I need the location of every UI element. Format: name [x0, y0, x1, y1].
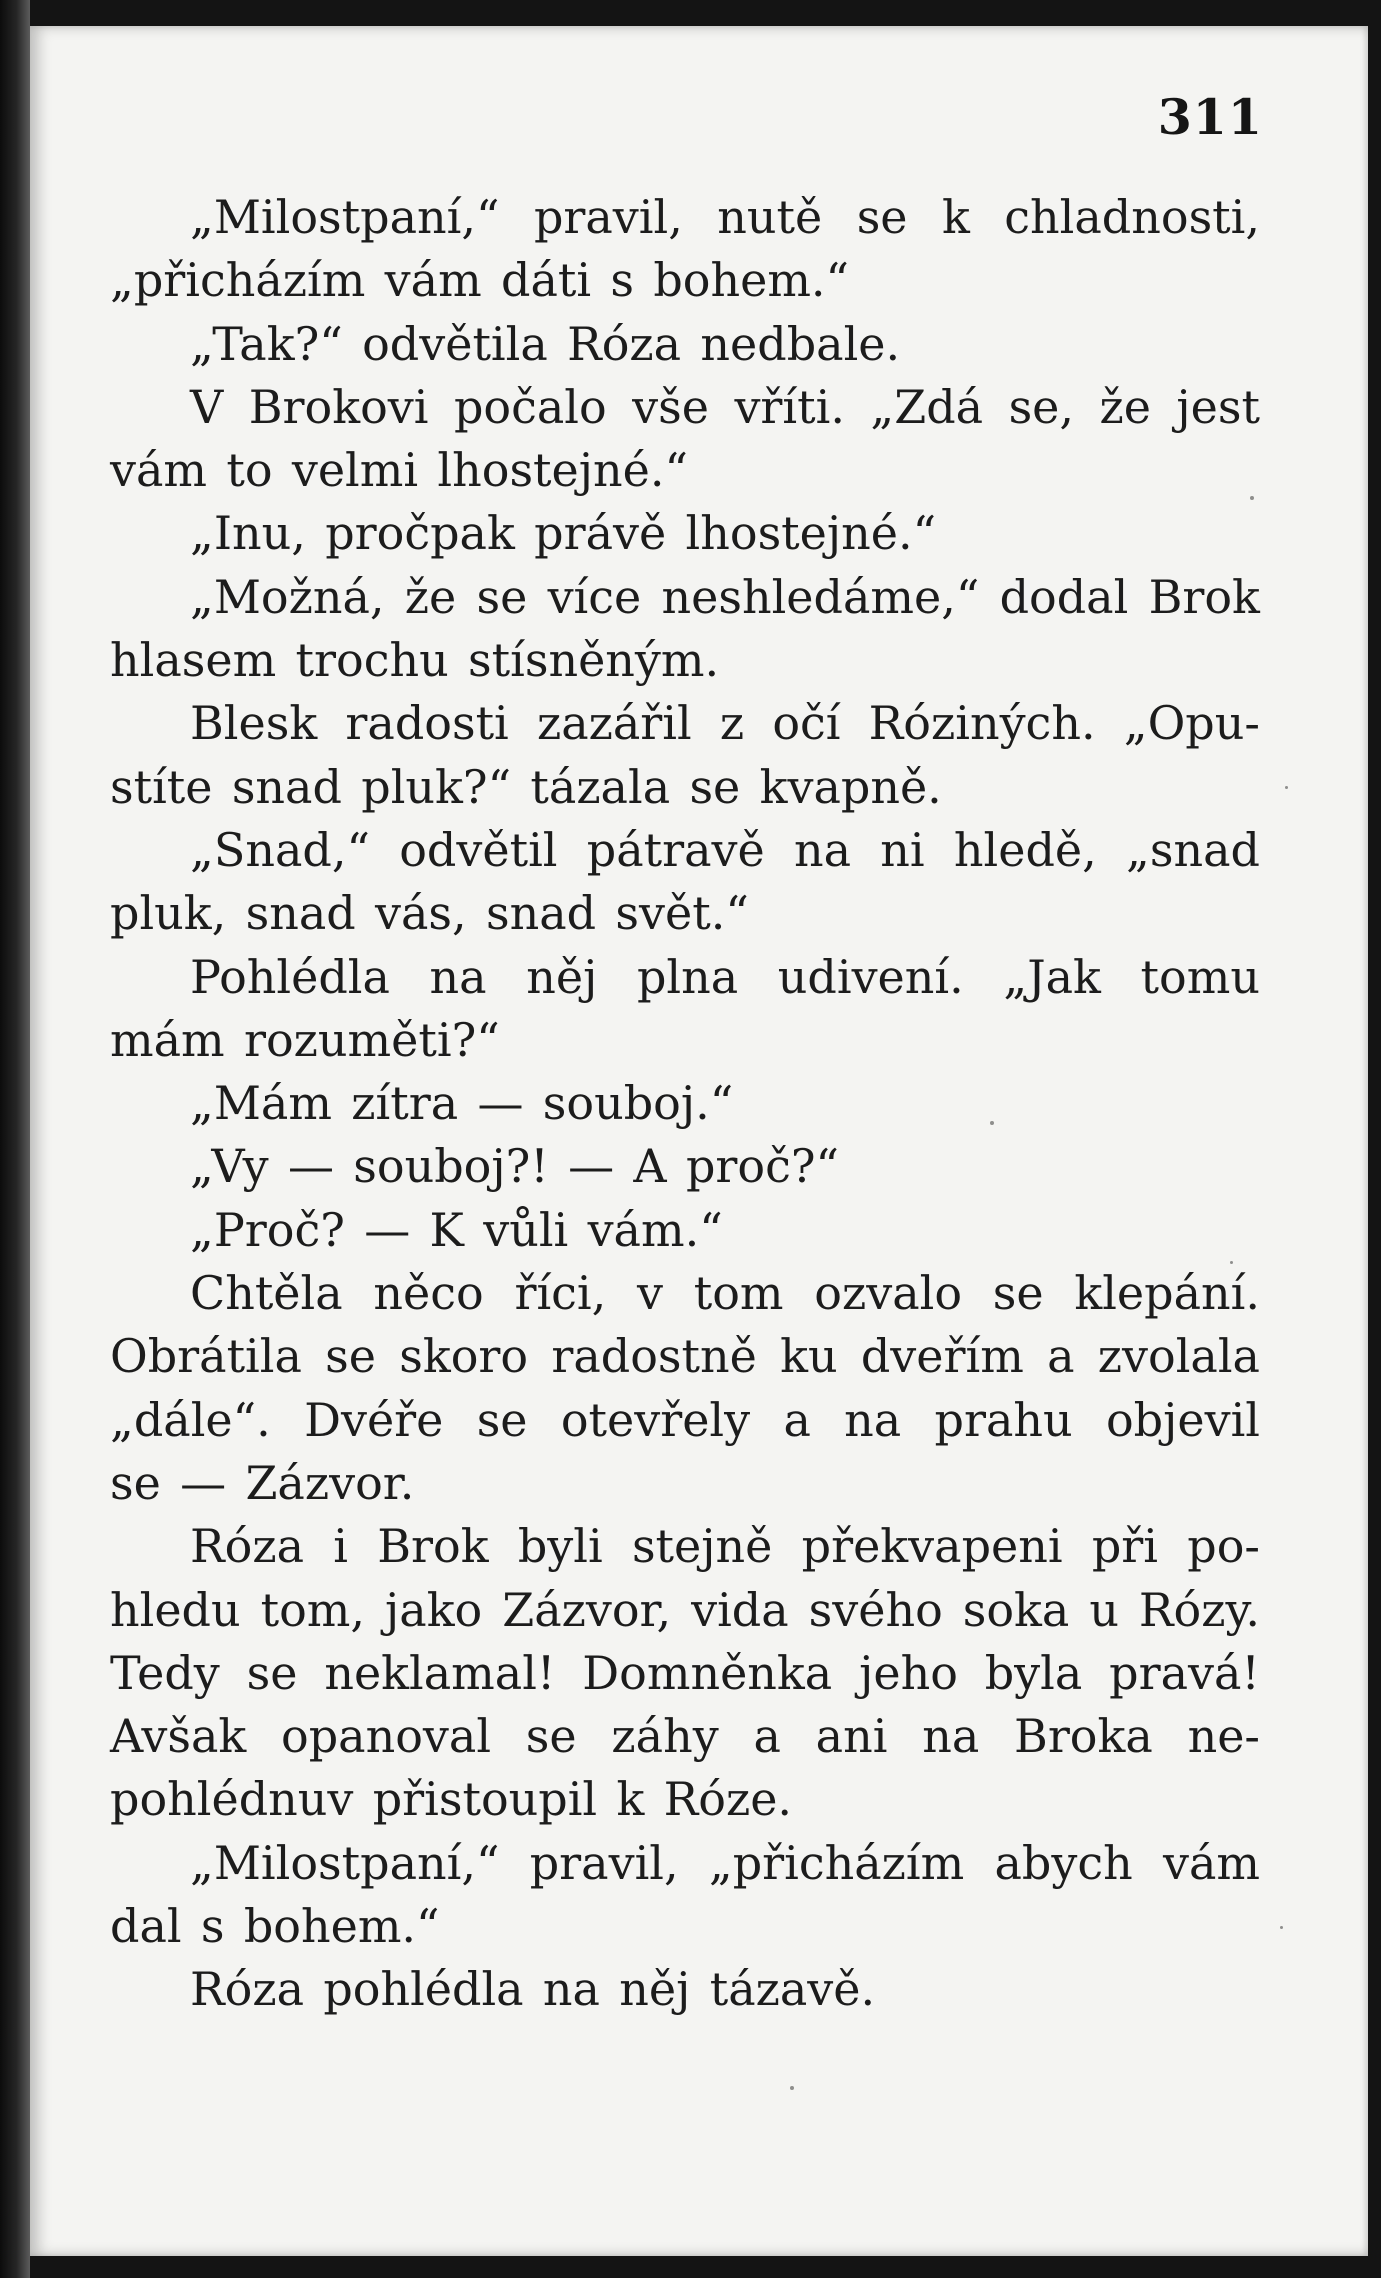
text-word: říci,: [514, 1266, 607, 1321]
text-word: pravá!: [1109, 1645, 1260, 1700]
text-word: ne-: [1187, 1709, 1260, 1764]
text-word: k: [616, 1772, 645, 1827]
scan-speck: [1280, 1926, 1283, 1929]
text-word: Zázvor.: [245, 1455, 415, 1510]
text-word: ni: [880, 822, 925, 877]
text-word: očí: [772, 696, 841, 751]
text-line: [110, 1642, 1260, 1705]
text-word: neklamal!: [324, 1645, 556, 1700]
text-word: hlasem: [110, 633, 277, 688]
text-word: i: [333, 1519, 348, 1574]
text-word: Chtěla: [190, 1266, 343, 1321]
text-line: [110, 1262, 1260, 1325]
text-word: něj: [526, 949, 598, 1004]
text-word: záhy: [611, 1709, 719, 1764]
text-word: radostně: [551, 1329, 757, 1384]
text-word: „dále“.: [110, 1392, 271, 1447]
text-word: abych: [994, 1835, 1133, 1890]
text-word: „Snad,“: [190, 822, 370, 877]
text-word: radosti: [345, 696, 509, 751]
text-word: proč?“: [685, 1139, 840, 1194]
text-word: se: [476, 569, 528, 624]
text-line: [110, 1072, 1260, 1135]
text-word: při: [1091, 1519, 1158, 1574]
text-word: něco: [373, 1266, 484, 1321]
text-word: „Mám: [190, 1076, 332, 1131]
text-line: [110, 1832, 1260, 1895]
text-word: ku: [780, 1329, 838, 1384]
text-word: Domněnka: [582, 1645, 833, 1700]
text-word: pohlédnuv: [110, 1772, 354, 1827]
text-word: snad: [485, 886, 597, 941]
text-word: K: [429, 1202, 464, 1257]
text-line: [110, 1895, 1260, 1958]
text-word: se: [325, 1329, 376, 1384]
text-line: [110, 882, 1260, 945]
text-word: zazářil: [536, 696, 692, 751]
text-word: jest: [1176, 379, 1260, 434]
text-word: Broka: [1014, 1709, 1153, 1764]
scan-speck: [1250, 496, 1254, 500]
text-word: chladnosti,: [1004, 190, 1260, 244]
text-word: „přicházím: [110, 253, 366, 308]
text-word: rozuměti?“: [243, 1012, 500, 1067]
text-word: pročpak: [325, 506, 515, 561]
text-line: [110, 1579, 1260, 1642]
text-line: [110, 1958, 1260, 2021]
text-line: [110, 313, 1260, 376]
text-word: a: [783, 1392, 811, 1447]
text-word: a: [1047, 1329, 1075, 1384]
text-word: soka: [962, 1582, 1070, 1637]
text-word: dveřím: [860, 1329, 1024, 1384]
text-word: „přicházím: [708, 1835, 965, 1890]
text-word: ani: [815, 1709, 888, 1764]
text-word: „Inu,: [190, 506, 306, 561]
text-word: Róze.: [663, 1772, 793, 1827]
text-word: počalo: [453, 379, 607, 434]
text-line: [110, 946, 1260, 1009]
text-word: Brok: [1148, 569, 1260, 624]
text-word: zvolala: [1097, 1329, 1260, 1384]
text-word: Róziných.: [868, 696, 1096, 751]
book-spine-shadow: [0, 0, 30, 2278]
text-word: nedbale.: [700, 316, 901, 371]
text-word: „Jak: [1003, 949, 1101, 1004]
text-word: na: [844, 1392, 902, 1447]
text-word: se: [856, 190, 908, 244]
text-line: [110, 1325, 1260, 1388]
text-word: Rózy.: [1138, 1582, 1260, 1637]
text-word: snad: [245, 886, 356, 941]
text-word: právě: [534, 506, 667, 561]
text-word: pluk,: [110, 886, 227, 941]
text-line: [110, 1768, 1260, 1831]
text-word: jako: [385, 1582, 483, 1637]
text-word: překvapeni: [801, 1519, 1063, 1574]
scan-speck: [1230, 1261, 1233, 1264]
text-word: vida: [691, 1582, 789, 1637]
text-word: dal: [110, 1899, 182, 1954]
text-word: vše: [632, 379, 709, 434]
text-word: svět.“: [615, 886, 749, 941]
text-word: to: [226, 443, 273, 498]
text-word: u: [1089, 1582, 1119, 1637]
text-line: [110, 756, 1260, 819]
text-word: se: [110, 1455, 161, 1510]
text-word: byli: [517, 1519, 603, 1574]
text-line: [110, 1199, 1260, 1262]
text-word: z: [719, 696, 745, 751]
text-word: hledu: [110, 1582, 241, 1637]
text-line: [110, 502, 1260, 565]
text-word: lhostejné.“: [685, 506, 937, 561]
text-word: stísněným.: [468, 633, 720, 688]
text-word: zítra: [351, 1076, 459, 1131]
text-line: [110, 819, 1260, 882]
text-word: Tedy: [110, 1645, 220, 1700]
text-word: stíte: [110, 759, 213, 814]
text-line: [110, 439, 1260, 502]
text-word: přistoupil: [372, 1772, 598, 1827]
book-page: [30, 26, 1368, 2256]
text-word: Blesk: [190, 696, 318, 751]
text-word: se: [689, 759, 741, 814]
text-word: opanoval: [281, 1709, 492, 1764]
text-word: s: [200, 1899, 225, 1954]
text-word: pluk?“: [361, 759, 512, 814]
text-word: vříti.: [734, 379, 845, 434]
text-line: [110, 186, 1260, 249]
text-line: [110, 1389, 1260, 1452]
text-word: odvětila: [362, 316, 548, 371]
text-word: k: [941, 190, 970, 244]
text-word: nutě: [717, 190, 823, 244]
text-word: pohlédla: [323, 1962, 524, 2017]
text-word: vám: [384, 253, 482, 308]
text-word: plna: [636, 949, 739, 1004]
text-word: „Možná,: [190, 569, 385, 624]
text-word: Zázvor,: [502, 1582, 672, 1637]
text-word: vám: [110, 443, 208, 498]
text-word: v: [637, 1266, 663, 1321]
text-line: [110, 1705, 1260, 1768]
text-word: dáti: [501, 253, 592, 308]
text-word: jeho: [859, 1645, 958, 1700]
text-word: „Vy: [190, 1139, 269, 1194]
text-word: kvapně.: [759, 759, 942, 814]
text-word: na: [429, 949, 487, 1004]
text-word: mám: [110, 1012, 225, 1067]
text-word: Avšak: [110, 1709, 247, 1764]
text-word: a: [753, 1709, 781, 1764]
text-word: vůli: [483, 1202, 569, 1257]
text-word: „Milostpaní,“: [190, 1835, 500, 1890]
text-word: tom: [693, 1266, 784, 1321]
text-line: [110, 692, 1260, 755]
text-word: se: [992, 1266, 1044, 1321]
text-word: se: [525, 1709, 577, 1764]
text-word: více: [547, 569, 642, 624]
text-word: tomu: [1140, 949, 1260, 1004]
text-word: lhostejné.“: [437, 443, 689, 498]
text-word: na: [542, 1962, 600, 2017]
text-word: tázavě.: [709, 1962, 876, 2017]
text-word: byla: [984, 1645, 1083, 1700]
text-word: s: [610, 253, 635, 308]
text-word: pravil,: [533, 190, 683, 244]
text-line: [110, 1452, 1260, 1515]
text-word: Róza: [190, 1519, 304, 1574]
text-word: se,: [1008, 379, 1075, 434]
text-body: [110, 186, 1260, 2022]
text-word: velmi: [291, 443, 419, 498]
text-word: —: [180, 1455, 227, 1510]
text-word: „Milostpaní,“: [190, 190, 500, 244]
text-word: souboj.“: [542, 1076, 734, 1131]
text-word: „Opu-: [1123, 696, 1260, 751]
text-word: že: [1099, 379, 1151, 434]
text-word: Pohlédla: [190, 949, 390, 1004]
text-word: pátravě: [586, 822, 765, 877]
text-word: objevil: [1105, 1392, 1260, 1447]
text-word: bohem.“: [243, 1899, 440, 1954]
text-word: —: [287, 1139, 334, 1194]
text-word: A: [633, 1139, 667, 1194]
text-word: Obrátila: [110, 1329, 302, 1384]
text-word: na: [793, 822, 852, 877]
text-word: Dvéře: [304, 1392, 444, 1447]
text-word: vám.“: [587, 1202, 723, 1257]
text-line: [110, 1515, 1260, 1578]
text-word: Brok: [377, 1519, 489, 1574]
text-word: „Proč?: [190, 1202, 345, 1257]
text-word: se: [246, 1645, 298, 1700]
text-word: bohem.“: [653, 253, 850, 308]
text-word: neshledáme,“: [661, 569, 980, 624]
text-word: trochu: [295, 633, 449, 688]
text-word: —: [477, 1076, 524, 1131]
text-word: Brokovi: [248, 379, 429, 434]
text-word: na: [922, 1709, 980, 1764]
text-word: —: [568, 1139, 615, 1194]
text-word: stejně: [631, 1519, 773, 1574]
text-word: skoro: [399, 1329, 529, 1384]
text-line: [110, 376, 1260, 439]
text-word: udivení.: [777, 949, 964, 1004]
text-line: [110, 249, 1260, 312]
text-word: „Zdá: [870, 379, 984, 434]
text-word: tom,: [260, 1582, 366, 1637]
text-word: něj: [619, 1962, 691, 2017]
text-word: —: [364, 1202, 411, 1257]
text-word: otevřely: [560, 1392, 751, 1447]
scan-speck: [990, 1121, 994, 1125]
text-line: [110, 629, 1260, 692]
text-word: prahu: [934, 1392, 1073, 1447]
text-word: odvětil: [399, 822, 558, 877]
text-word: se: [476, 1392, 528, 1447]
text-word: pravil,: [529, 1835, 679, 1890]
text-word: vám: [1162, 1835, 1260, 1890]
text-word: klepání.: [1074, 1266, 1260, 1321]
text-word: po-: [1187, 1519, 1260, 1574]
text-word: souboj?!: [353, 1139, 549, 1194]
text-word: „Tak?“: [190, 316, 343, 371]
text-word: že: [404, 569, 457, 624]
page-number: 311: [1157, 88, 1263, 146]
text-word: dodal: [999, 569, 1129, 624]
text-word: hledě,: [953, 822, 1097, 877]
text-line: [110, 1135, 1260, 1198]
text-word: snad: [231, 759, 342, 814]
text-word: Róza: [567, 316, 682, 371]
text-word: vás,: [375, 886, 467, 941]
text-word: V: [190, 379, 224, 434]
text-line: [110, 566, 1260, 629]
text-word: ozvalo: [814, 1266, 963, 1321]
text-line: [110, 1009, 1260, 1072]
scan-speck: [1285, 786, 1288, 789]
text-word: Róza: [190, 1962, 304, 2017]
scan-speck: [790, 2086, 794, 2090]
text-word: „snad: [1126, 822, 1260, 877]
text-word: svého: [808, 1582, 943, 1637]
text-word: tázala: [530, 759, 671, 814]
